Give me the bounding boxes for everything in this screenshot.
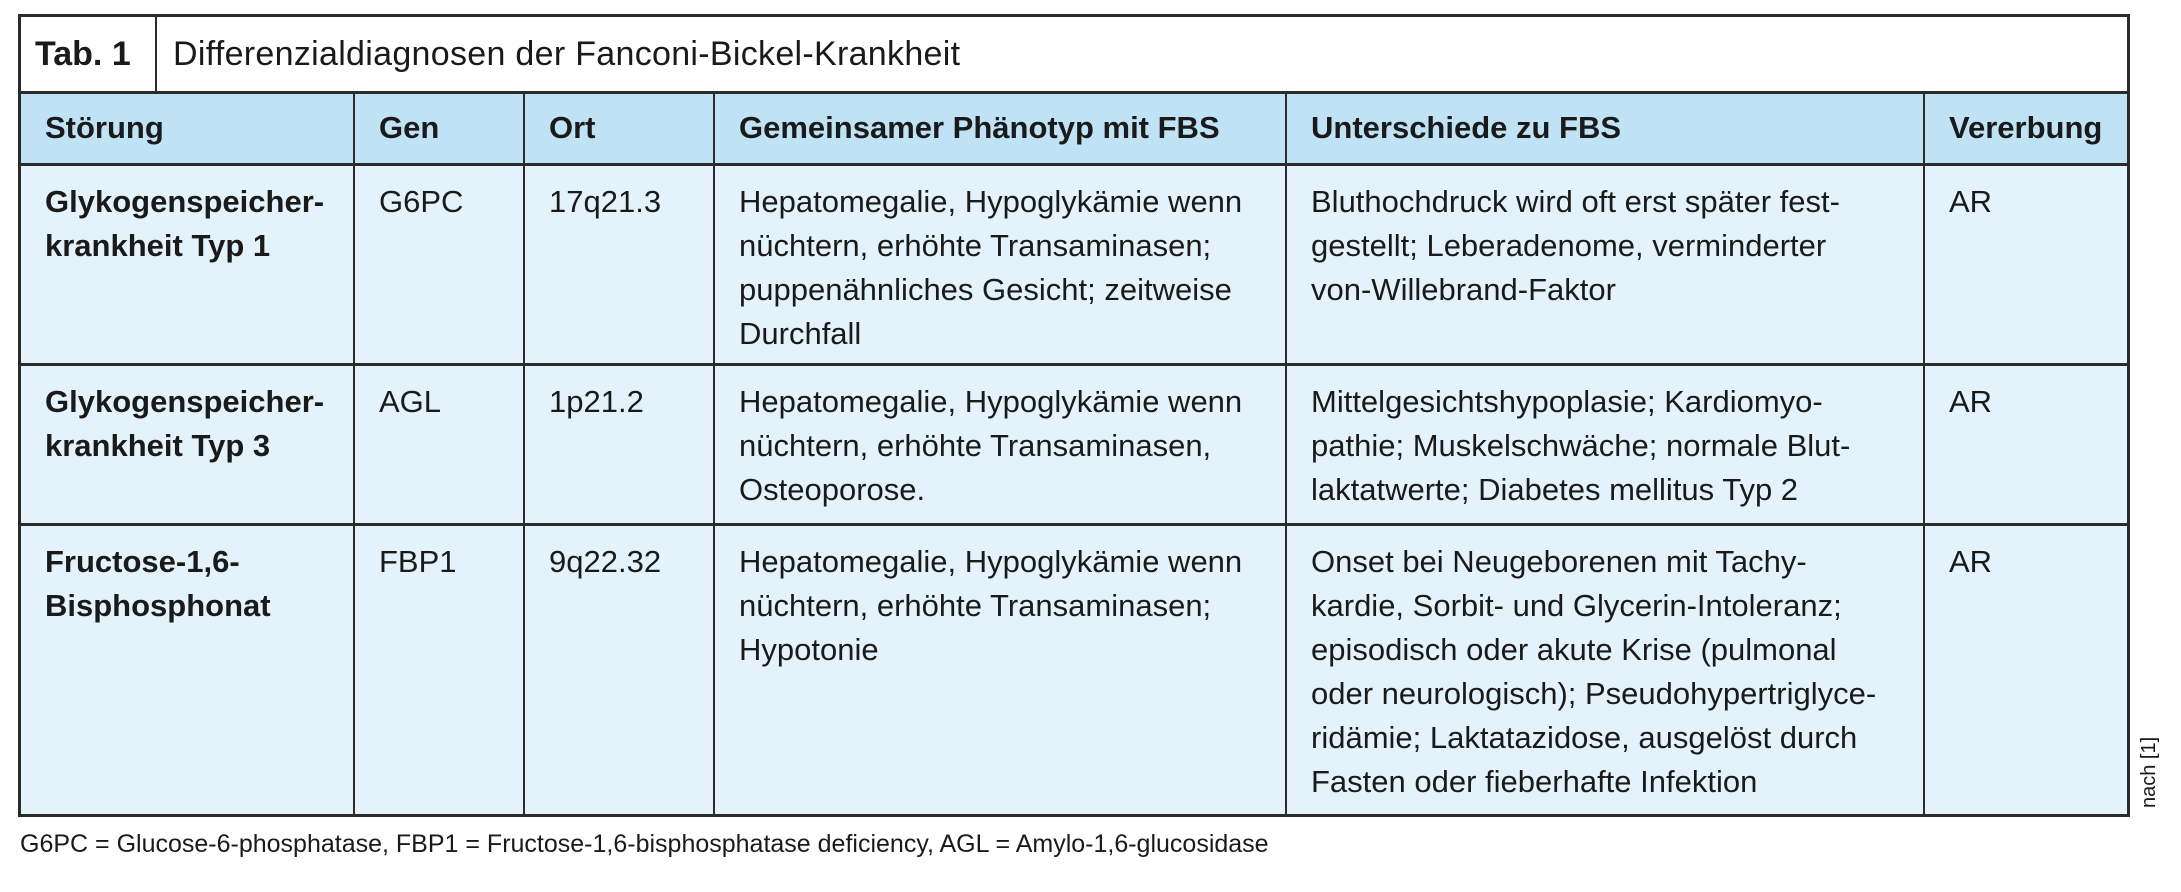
cell-phaenotyp	[714, 164, 1286, 364]
cell-vererbung: AR	[1949, 543, 1993, 579]
cell-stoerung	[21, 164, 354, 364]
table-header-row	[21, 94, 2127, 164]
cell-ort: 1p21.2	[524, 364, 714, 524]
cell-line: laktatwerte; Diabetes mellitus Typ 2	[1311, 471, 1799, 507]
cell-line: Hepatomegalie, Hypoglykämie wenn	[739, 183, 1243, 219]
cell-line: Fructose-1,6-	[45, 543, 240, 579]
cell-line: Bisphosphonat	[45, 587, 271, 623]
cell-stoerung	[21, 524, 354, 814]
cell-phaenotyp	[714, 524, 1286, 814]
table-footnote: G6PC = Glucose-6-phosphatase, FBP1 = Fructose-1,6-bisphosphatase deficiency, AGL = Amylo-1,6-glucosidase	[20, 830, 1269, 858]
cell-line: episodisch oder akute Krise (pulmonal	[1311, 631, 1837, 667]
table-row	[21, 164, 2127, 364]
cell-vererbung: AR	[1949, 383, 1993, 419]
cell-line: Osteoporose.	[739, 471, 926, 507]
cell-line: nüchtern, erhöhte Transaminasen;	[739, 587, 1212, 623]
cell-line: Durchfall	[739, 315, 862, 351]
cell-phaenotyp	[714, 364, 1286, 524]
header-vererbung: Vererbung	[1924, 94, 2127, 164]
table-row	[21, 364, 2127, 524]
cell-ort: 9q22.32	[524, 524, 714, 814]
cell-line: pathie; Muskelschwäche; normale Blut-	[1311, 427, 1851, 463]
cell-line: krankheit Typ 1	[45, 227, 271, 263]
cell-line: gestellt; Leberadenome, verminderter	[1311, 227, 1827, 263]
cell-line: Hypotonie	[739, 631, 879, 667]
cell-ort: 17q21.3	[524, 164, 714, 364]
cell-gen: G6PC	[354, 164, 524, 364]
header-stoerung: Störung	[21, 94, 354, 164]
cell-line: puppenähnliches Gesicht; zeitweise	[739, 271, 1232, 307]
cell-line: kardie, Sorbit- und Glycerin-Intoleranz;	[1311, 587, 1842, 623]
header-unterschiede: Unterschiede zu FBS	[1286, 94, 1924, 164]
table-caption	[21, 17, 2127, 94]
cell-line: Hepatomegalie, Hypoglykämie wenn	[739, 383, 1243, 419]
cell-line: von-Willebrand-Faktor	[1311, 271, 1616, 307]
cell-line: Onset bei Neugeborenen mit Tachy-	[1311, 543, 1807, 579]
table-title: Differenzialdiagnosen der Fanconi-Bickel-Krankheit	[173, 34, 961, 73]
cell-line: Hepatomegalie, Hypoglykämie wenn	[739, 543, 1243, 579]
header-ort: Ort	[524, 94, 714, 164]
differential-diagnosis-table	[18, 14, 2130, 817]
cell-line: Glykogenspeicher-	[45, 383, 325, 419]
cell-unterschiede	[1286, 364, 1924, 524]
table-label: Tab. 1	[21, 17, 157, 91]
table-row	[21, 524, 2127, 814]
cell-line: nüchtern, erhöhte Transaminasen;	[739, 227, 1212, 263]
cell-line: ridämie; Laktatazidose, ausgelöst durch	[1311, 719, 1858, 755]
header-gen: Gen	[354, 94, 524, 164]
cell-line: Glykogenspeicher-	[45, 183, 325, 219]
cell-line: krankheit Typ 3	[45, 427, 271, 463]
source-note: nach [1]	[2138, 736, 2160, 808]
table-grid	[21, 94, 2127, 814]
cell-line: Bluthochdruck wird oft erst später fest-	[1311, 183, 1840, 219]
cell-line: oder neurologisch); Pseudohypertriglyce-	[1311, 675, 1877, 711]
cell-line: nüchtern, erhöhte Transaminasen,	[739, 427, 1212, 463]
cell-vererbung: AR	[1949, 183, 1993, 219]
cell-unterschiede	[1286, 524, 1924, 814]
cell-line: Fasten oder fieberhafte Infektion	[1311, 763, 1758, 799]
cell-gen: FBP1	[354, 524, 524, 814]
cell-stoerung	[21, 364, 354, 524]
header-phaenotyp: Gemeinsamer Phänotyp mit FBS	[714, 94, 1286, 164]
cell-unterschiede	[1286, 164, 1924, 364]
cell-line: Mittelgesichtshypoplasie; Kardiomyo-	[1311, 383, 1823, 419]
cell-gen: AGL	[354, 364, 524, 524]
